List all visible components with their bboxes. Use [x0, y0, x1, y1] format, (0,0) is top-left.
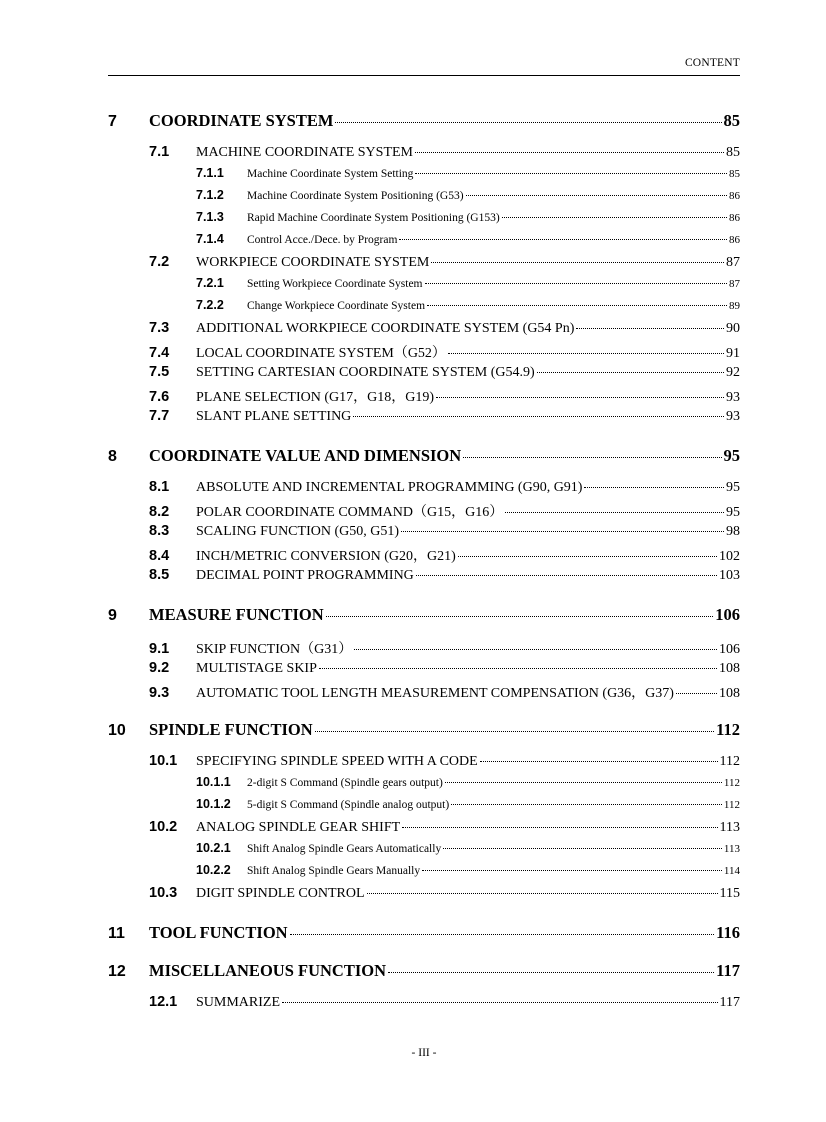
toc-subsection-entry[interactable]: [108, 166, 740, 188]
toc-entry-page: 108: [719, 686, 740, 701]
toc-dot-leader: [436, 397, 724, 398]
toc-section-entry[interactable]: [108, 567, 740, 589]
toc-dot-leader: [448, 353, 724, 354]
toc-chapter-entry[interactable]: [108, 446, 740, 468]
toc-dot-leader: [676, 693, 717, 694]
toc-dot-leader: [354, 649, 717, 650]
toc-entry-title: ABSOLUTE AND INCREMENTAL PROGRAMMING (G90, G91): [196, 480, 583, 495]
toc-entry-page: 115: [719, 886, 740, 901]
toc-entry-page: 86: [729, 212, 740, 224]
toc-entry-page: 112: [719, 754, 740, 769]
toc-entry-title: MISCELLANEOUS FUNCTION: [149, 961, 386, 980]
toc-entry-title: AUTOMATIC TOOL LENGTH MEASUREMENT COMPENSATION (G36，G37): [196, 686, 674, 701]
toc-entry-page: 106: [715, 605, 740, 624]
toc-entry-title: ANALOG SPINDLE GEAR SHIFT: [196, 820, 401, 835]
toc-entry-title: MEASURE FUNCTION: [149, 605, 324, 624]
toc-dot-leader: [367, 893, 718, 894]
toc-entry-page: 116: [716, 923, 740, 942]
toc-section-entry[interactable]: [108, 660, 740, 682]
toc-entry-title: Rapid Machine Coordinate System Positioning (G153): [247, 212, 500, 224]
toc-entry-title: POLAR COORDINATE COMMAND（G15，G16）: [196, 505, 504, 520]
toc-dot-leader: [401, 531, 724, 532]
toc-entry-page: 85: [729, 168, 740, 180]
toc-section-entry[interactable]: [108, 386, 740, 408]
toc-entry-number: 10.3: [149, 885, 178, 901]
toc-entry-number: 8: [108, 448, 117, 465]
toc-entry-number: 12.1: [149, 994, 178, 1010]
toc-entry-number: 8.4: [149, 548, 170, 564]
toc-dot-leader: [416, 575, 717, 576]
toc-entry-page: 113: [719, 820, 740, 835]
toc-dot-leader: [402, 827, 717, 828]
toc-dot-leader: [443, 848, 722, 849]
toc-section-entry[interactable]: [108, 501, 740, 523]
toc-dot-leader: [502, 217, 727, 218]
toc-entry-number: 10: [108, 722, 126, 739]
toc-dot-leader: [458, 556, 717, 557]
toc-entry-title: Control Acce./Dece. by Program: [247, 234, 398, 246]
toc-entry-number: 10.1.2: [196, 797, 231, 811]
toc-entry-number: 7.2.2: [196, 298, 224, 312]
toc-entry-title: MULTISTAGE SKIP: [196, 661, 317, 676]
toc-entry-page: 95: [723, 446, 740, 465]
toc-dot-leader: [466, 195, 727, 196]
toc-chapter-entry[interactable]: [108, 961, 740, 983]
toc-entry-number: 10.1: [149, 753, 178, 769]
toc-subsection-entry[interactable]: [108, 298, 740, 320]
toc-dot-leader: [445, 782, 722, 783]
toc-entry-page: 112: [723, 777, 740, 789]
toc-entry-title: SLANT PLANE SETTING: [196, 409, 352, 424]
toc-entry-title: Change Workpiece Coordinate System: [247, 300, 426, 312]
toc-entry-page: 93: [726, 409, 740, 424]
toc-entry-page: 103: [719, 568, 740, 583]
toc-entry-number: 7.1: [149, 144, 170, 160]
toc-entry-title: Shift Analog Spindle Gears Manually: [247, 865, 421, 877]
toc-dot-leader: [422, 870, 722, 871]
toc-section-entry[interactable]: [108, 408, 740, 430]
toc-entry-number: 7.3: [149, 320, 170, 336]
toc-entry-page: 95: [726, 505, 740, 520]
toc-entry-number: 7.1.1: [196, 166, 224, 180]
toc-dot-leader: [290, 934, 715, 935]
toc-dot-leader: [463, 457, 721, 458]
toc-entry-number: 7.1.3: [196, 210, 224, 224]
toc-entry-page: 85: [726, 145, 740, 160]
toc-subsection-entry[interactable]: [108, 775, 740, 797]
page-header: CONTENT: [684, 57, 740, 69]
toc-section-entry[interactable]: [108, 545, 740, 567]
toc-entry-title: COORDINATE VALUE AND DIMENSION: [149, 446, 462, 465]
toc-entry-page: 95: [726, 480, 740, 495]
toc-entry-title: MACHINE COORDINATE SYSTEM: [196, 145, 414, 160]
toc-entry-title: SPINDLE FUNCTION: [149, 720, 313, 739]
toc-entry-title: SUMMARIZE: [196, 995, 281, 1010]
toc-entry-title: SETTING CARTESIAN COORDINATE SYSTEM (G54.9): [196, 365, 535, 380]
toc-entry-number: 10.2.1: [196, 841, 231, 855]
toc-entry-title: Machine Coordinate System Positioning (G53): [247, 190, 464, 202]
toc-entry-number: 9: [108, 607, 117, 624]
toc-chapter-entry[interactable]: [108, 111, 740, 133]
toc-subsection-entry[interactable]: [108, 797, 740, 819]
toc-dot-leader: [388, 972, 714, 973]
toc-chapter-entry[interactable]: [108, 720, 740, 742]
toc-entry-number: 7.2: [149, 254, 170, 270]
toc-section-entry[interactable]: [108, 885, 740, 907]
toc-subsection-entry[interactable]: [108, 276, 740, 298]
toc-entry-title: LOCAL COORDINATE SYSTEM（G52）: [196, 346, 446, 361]
toc-entry-number: 12: [108, 963, 126, 980]
toc-entry-page: 117: [716, 961, 740, 980]
toc-dot-leader: [282, 1002, 718, 1003]
toc-entry-title: TOOL FUNCTION: [149, 923, 288, 942]
toc-entry-number: 8.2: [149, 504, 170, 520]
toc-entry-title: DIGIT SPINDLE CONTROL: [196, 886, 365, 901]
toc-dot-leader: [353, 416, 724, 417]
toc-section-entry[interactable]: [108, 819, 740, 841]
toc-dot-leader: [576, 328, 724, 329]
toc-section-entry[interactable]: [108, 144, 740, 166]
toc-entry-title: DECIMAL POINT PROGRAMMING: [196, 568, 414, 583]
toc-entry-page: 114: [723, 865, 740, 877]
toc-entry-title: INCH/METRIC CONVERSION (G20，G21): [196, 549, 456, 564]
toc-entry-page: 89: [729, 300, 740, 312]
toc-entry-page: 117: [719, 995, 740, 1010]
toc-section-entry[interactable]: [108, 364, 740, 386]
toc-section-entry[interactable]: [108, 682, 740, 704]
toc-entry-number: 9.1: [149, 641, 170, 657]
toc-dot-leader: [584, 487, 724, 488]
toc-entry-title: ADDITIONAL WORKPIECE COORDINATE SYSTEM (G54 Pn): [196, 321, 575, 336]
toc-entry-title: WORKPIECE COORDINATE SYSTEM: [196, 255, 430, 270]
toc-section-entry[interactable]: [108, 753, 740, 775]
toc-section-entry[interactable]: [108, 342, 740, 364]
toc-entry-number: 7.5: [149, 364, 170, 380]
toc-entry-number: 7.2.1: [196, 276, 224, 290]
toc-entry-number: 7.7: [149, 408, 170, 424]
toc-dot-leader: [431, 262, 724, 263]
toc-entry-page: 102: [719, 549, 740, 564]
toc-entry-page: 87: [729, 278, 740, 290]
toc-entry-number: 10.2.2: [196, 863, 231, 877]
toc-dot-leader: [399, 239, 727, 240]
toc-section-entry[interactable]: [108, 320, 740, 342]
toc-entry-page: 113: [723, 843, 740, 855]
toc-dot-leader: [480, 761, 718, 762]
toc-dot-leader: [415, 173, 727, 174]
toc-entry-title: PLANE SELECTION (G17，G18，G19): [196, 390, 434, 405]
toc-entry-number: 7: [108, 113, 117, 130]
toc-entry-page: 86: [729, 234, 740, 246]
toc-entry-title: Shift Analog Spindle Gears Automatically: [247, 843, 442, 855]
toc-entry-page: 86: [729, 190, 740, 202]
toc-entry-page: 87: [726, 255, 740, 270]
toc-entry-number: 7.4: [149, 345, 170, 361]
toc-dot-leader: [315, 731, 715, 732]
toc-dot-leader: [415, 152, 724, 153]
toc-dot-leader: [335, 122, 721, 123]
toc-entry-title: SKIP FUNCTION（G31）: [196, 642, 353, 657]
toc-chapter-entry[interactable]: [108, 605, 740, 627]
toc-entry-number: 7.6: [149, 389, 170, 405]
toc-entry-number: 9.3: [149, 685, 170, 701]
header-divider: [108, 75, 740, 76]
toc-entry-page: 92: [726, 365, 740, 380]
toc-entry-title: Setting Workpiece Coordinate System: [247, 278, 423, 290]
toc-entry-page: 112: [716, 720, 740, 739]
toc-entry-title: 2-digit S Command (Spindle gears output): [247, 777, 443, 789]
toc-subsection-entry[interactable]: [108, 841, 740, 863]
toc-section-entry[interactable]: [108, 638, 740, 660]
page-number: - III -: [411, 1047, 437, 1059]
toc-entry-title: SPECIFYING SPINDLE SPEED WITH A CODE: [196, 754, 478, 769]
toc-entry-number: 7.1.4: [196, 232, 224, 246]
toc-entry-number: 11: [108, 925, 125, 942]
toc-dot-leader: [319, 668, 717, 669]
toc-entry-title: Machine Coordinate System Setting: [247, 168, 414, 180]
toc-entry-page: 90: [726, 321, 740, 336]
toc-entry-number: 9.2: [149, 660, 170, 676]
toc-dot-leader: [451, 804, 722, 805]
toc-entry-number: 10.1.1: [196, 775, 231, 789]
toc-entry-number: 8.1: [149, 479, 170, 495]
toc-entry-title: 5-digit S Command (Spindle analog output): [247, 799, 450, 811]
toc-dot-leader: [427, 305, 727, 306]
toc-section-entry[interactable]: [108, 994, 740, 1016]
toc-dot-leader: [425, 283, 728, 284]
toc-entry-number: 10.2: [149, 819, 178, 835]
toc-dot-leader: [537, 372, 724, 373]
toc-entry-page: 106: [719, 642, 740, 657]
toc-entry-page: 91: [726, 346, 740, 361]
toc-entry-page: 93: [726, 390, 740, 405]
toc-subsection-entry[interactable]: [108, 210, 740, 232]
toc-subsection-entry[interactable]: [108, 188, 740, 210]
toc-entry-title: COORDINATE SYSTEM: [149, 111, 334, 130]
toc-entry-title: SCALING FUNCTION (G50, G51): [196, 524, 399, 539]
toc-entry-page: 108: [719, 661, 740, 676]
toc-section-entry[interactable]: [108, 479, 740, 501]
toc-dot-leader: [326, 616, 714, 617]
toc-entry-number: 8.5: [149, 567, 170, 583]
toc-entry-page: 98: [726, 524, 740, 539]
toc-entry-page: 112: [723, 799, 740, 811]
toc-entry-page: 85: [723, 111, 740, 130]
toc-section-entry[interactable]: [108, 523, 740, 545]
toc-subsection-entry[interactable]: [108, 863, 740, 885]
toc-dot-leader: [505, 512, 724, 513]
toc-chapter-entry[interactable]: [108, 923, 740, 945]
toc-section-entry[interactable]: [108, 254, 740, 276]
table-of-contents: [108, 104, 740, 1016]
toc-subsection-entry[interactable]: [108, 232, 740, 254]
toc-entry-number: 7.1.2: [196, 188, 224, 202]
toc-entry-number: 8.3: [149, 523, 170, 539]
